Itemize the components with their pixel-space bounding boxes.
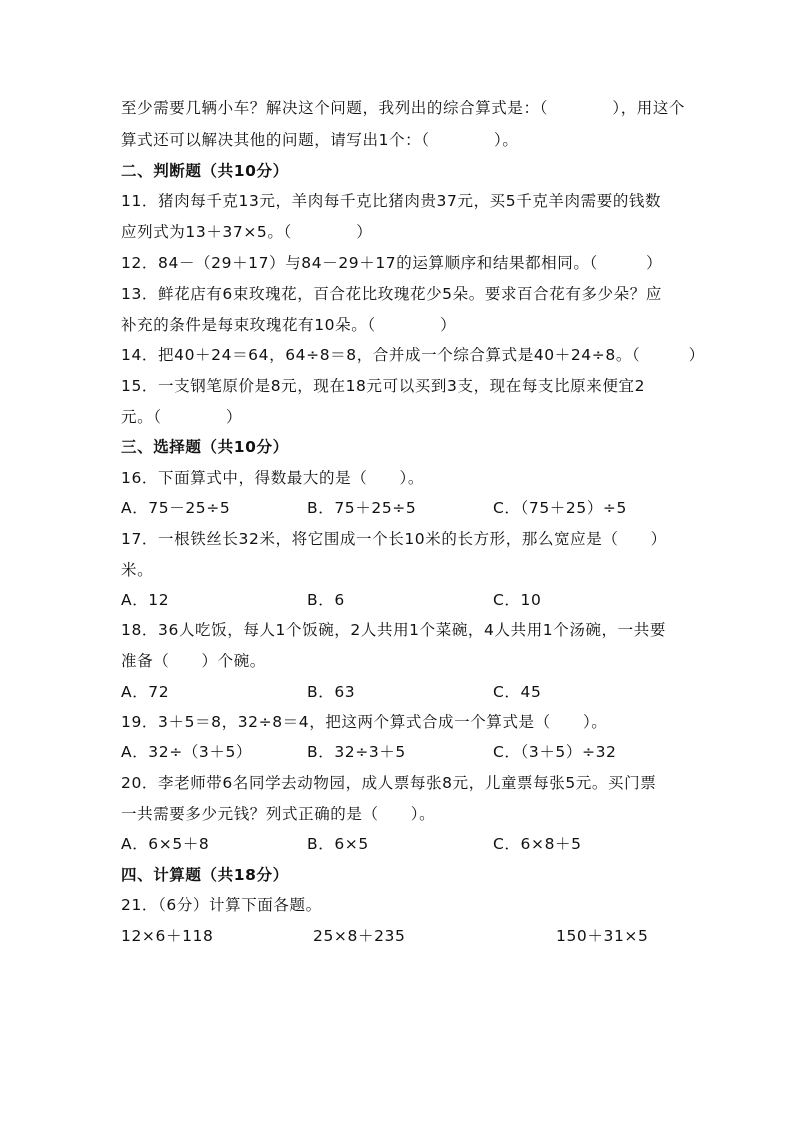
q19-text: 19．3＋5＝8，32÷8＝4，把这两个算式合成一个算式是（ ）。	[121, 713, 608, 731]
q19-option-b: B．32÷3＋5	[307, 743, 406, 761]
q20-option-c: C．6×8＋5	[493, 835, 582, 853]
q18-option-b: B．63	[307, 683, 356, 701]
q18-option-a: A．72	[121, 683, 170, 701]
q20-option-b: B．6×5	[307, 835, 369, 853]
q17-text-line-2: 米。	[121, 561, 154, 579]
section-heading-choice: 三、选择题（共10分）	[121, 438, 289, 456]
calc-expression-2: 25×8＋235	[313, 927, 406, 945]
q19-option-a: A．32÷（3＋5）	[121, 743, 253, 761]
q13-text-line-2: 补充的条件是每束玫瑰花有10朵。（ ）	[121, 316, 457, 334]
q18-option-c: C．45	[493, 683, 542, 701]
q16-text: 16．下面算式中，得数最大的是（ ）。	[121, 469, 424, 487]
q10-text-line-2: 算式还可以解决其他的问题，请写出1个：（ ）。	[121, 131, 519, 149]
calc-expression-1: 12×6＋118	[121, 927, 214, 945]
q12-text: 12．84－（29＋17）与84－29＋17的运算顺序和结果都相同。（ ）	[121, 254, 663, 272]
q16-option-c: C．（75＋25）÷5	[493, 499, 627, 517]
section-heading-judgement: 二、判断题（共10分）	[121, 162, 289, 180]
q17-option-a: A．12	[121, 591, 170, 609]
q20-text-line-1: 20．李老师带6名同学去动物园，成人票每张8元，儿童票每张5元。买门票	[121, 774, 657, 792]
section-heading-calculation: 四、计算题（共18分）	[121, 866, 289, 884]
calc-expression-3: 150＋31×5	[556, 927, 649, 945]
q10-text-line-1: 至少需要几辆小车？解决这个问题，我列出的综合算式是：（ ），用这个	[121, 99, 686, 117]
q16-option-b: B．75＋25÷5	[307, 499, 417, 517]
q20-text-line-2: 一共需要多少元钱？列式正确的是（ ）。	[121, 805, 436, 823]
q19-option-c: C．（3＋5）÷32	[493, 743, 617, 761]
q18-text-line-2: 准备（ ）个碗。	[121, 652, 266, 670]
q17-text-line-1: 17．一根铁丝长32米，将它围成一个长10米的长方形，那么宽应是（ ）	[121, 530, 667, 548]
q16-option-a: A．75－25÷5	[121, 499, 231, 517]
q14-text: 14．把40＋24＝64，64÷8＝8，合并成一个综合算式是40＋24÷8。（ ）	[121, 346, 705, 364]
q13-text-line-1: 13．鲜花店有6束玫瑰花，百合花比玫瑰花少5朵。要求百合花有多少朵？应	[121, 285, 662, 303]
q15-text-line-1: 15．一支钢笔原价是8元，现在18元可以买到3支，现在每支比原来便宜2	[121, 377, 646, 395]
q15-text-line-2: 元。（ ）	[121, 408, 243, 426]
q17-option-c: C．10	[493, 591, 542, 609]
q17-option-b: B．6	[307, 591, 345, 609]
q20-option-a: A．6×5＋8	[121, 835, 210, 853]
q11-text-line-2: 应列式为13＋37×5。（ ）	[121, 223, 373, 241]
q18-text-line-1: 18．36人吃饭，每人1个饭碗，2人共用1个菜碗，4人共用1个汤碗，一共要	[121, 621, 666, 639]
q21-text: 21．（6分）计算下面各题。	[121, 896, 322, 914]
q11-text-line-1: 11．猪肉每千克13元，羊肉每千克比猪肉贵37元，买5千克羊肉需要的钱数	[121, 192, 662, 210]
